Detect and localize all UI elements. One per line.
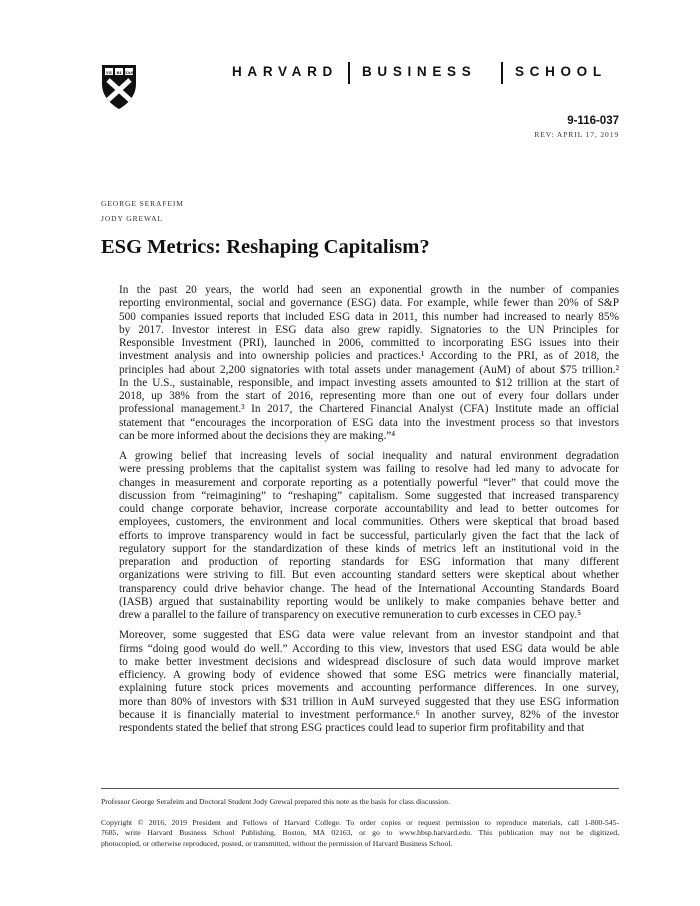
text-line: (IASB) argued that sustainability reporting would be unlikely to make companies behave better and [119,595,619,608]
text-line: could change corporate behavior, increase corporate accountability and lead to better outcomes for [119,503,619,515]
wordmark-business: BUSINESS [362,64,477,79]
text-line: A growing belief that increasing levels of social inequality and natural environment degradation [119,450,619,462]
motto-letter-1: VE [105,69,113,75]
harvard-shield-icon [101,64,137,110]
body-text [101,284,619,742]
document-number: 9-116-037 [567,115,619,127]
preparation-note [101,797,619,807]
text-line: employees, customers, the environment and local communities. Others were skeptical that broad based [119,516,619,529]
text-line: reporting environmental, social and governance (ESG) data. For example, while fewer than 20% of S&P [119,297,619,310]
text-line: principles had about 2,200 signatories with total assets under management (AuM) of about $75 trillion.² [119,363,619,376]
text-line: were pressing problems that the capitalist system was failing to resolve had led many to advocate for [119,463,619,476]
motto-letter-2: RI [116,69,122,75]
text-line: In the U.S., sustainable, responsible, and impact investing assets amounted to $12 trillion at the start of [119,376,619,389]
text-line: firms “doing good would do well.” According to this view, investors that used ESG data would be able [119,642,619,655]
text-line: Moreover, some suggested that ESG data were value relevant from an investor standpoint and that [119,629,619,642]
text-line: professional management.³ In 2017, the Chartered Financial Analyst (CFA) Institute made an official [119,403,619,416]
text-line: investment analysis and into ownership policies and practices.¹ According to the PRI, as of 2018, the [119,350,619,363]
text-line: explaining future stock prices movements and accounting performance differences. In one survey, [119,682,619,695]
text-line: transparency could drive behavior change. The head of the International Accounting Standards Board [119,582,619,595]
text-line: drew a parallel to the failure of transparency on executive remuneration to curb excesses in CEO pay.⁵ [119,609,582,621]
text-line: regulatory support for the standardization of these kinds of metrics left an institutional void in the [119,542,619,555]
body-paragraph [101,450,619,622]
text-line: respondents stated the belief that strong ESG practices could lead to superior firm profitability and that [119,722,585,734]
text-line: 2018, up 38% from the start of 2016, representing more than one out of every four dollars under [119,390,619,402]
revision-date: REV: APRIL 17, 2019 [534,130,619,139]
motto-letter-3: TAS [124,69,134,75]
text-line: to make better investment decisions and widespread disclosure of such data would improve market [119,655,619,668]
footnote-divider [101,788,619,789]
body-paragraph [101,284,619,443]
text-line: preparation and production of reporting standards for ESG information that many different [119,556,619,568]
text-line: statement that “encourages the incorporation of ESG data into the investment process so that investors [119,416,619,429]
text-line: 7685, write Harvard Business School Publishing, Boston, MA 02163, or go to www.hbsp.harvard.edu. This publication may not be digitized, [101,828,619,838]
text-line: Copyright © 2016, 2019 President and Fellows of Harvard College. To order copies or request permission to reproduce materials, call 1-800-545- [101,818,619,827]
text-line: Professor George Serafeim and Doctoral Student Jody Grewal prepared this note as the basis for class discussion. [101,797,450,806]
wordmark-harvard: HARVARD [232,64,338,79]
wordmark-divider [348,62,350,84]
text-line: by 2017. Investor interest in ESG data also grew rapidly. Signatories to the UN Principles for [119,323,619,336]
copyright-notice [101,818,619,849]
text-line: because it is financially material to investment performance.⁶ In another survey, 82% of the investor [119,708,619,721]
text-line: 500 companies issued reports that included ESG data in 2011, this number had increased to nearly 85% [119,310,619,323]
author-name: JODY GREWAL [101,214,163,223]
text-line: can be more informed about the decisions they are making.”⁴ [119,429,396,442]
text-line: more than 80% of investors with $31 trillion in AuM surveyed suggested that they use ESG information [119,695,619,708]
body-paragraph [101,629,619,735]
text-line: organizations were striving to fill. But even accounting standard setters were skeptical about whether [119,569,619,582]
text-line: changes in measurement and corporate reporting as a potentially powerful “lever” that could move the [119,476,619,489]
text-line: discussion from “reimagining” to “reshaping” capitalism. Some suggested that increased transparency [119,489,619,502]
text-line: In the past 20 years, the world had seen an exponential growth in the number of companies [119,284,619,296]
wordmark-divider [501,62,503,84]
text-line: efficiency. A growing body of evidence showed that some ESG metrics were financially material, [119,669,619,681]
text-line: Responsible Investment (PRI), launched in 2006, committed to incorporating ESG issues into their [119,337,619,349]
text-line: photocopied, or otherwise reproduced, posted, or transmitted, without the permission of Harvard Business School. [101,838,453,848]
school-wordmark [232,62,620,82]
document-title: ESG Metrics: Reshaping Capitalism? [101,236,430,258]
author-name: GEORGE SERAFEIM [101,199,184,208]
wordmark-school: SCHOOL [515,64,607,79]
text-line: efforts to improve transparency would in fact be successful, particularly given the fact that the lack of [119,529,619,542]
